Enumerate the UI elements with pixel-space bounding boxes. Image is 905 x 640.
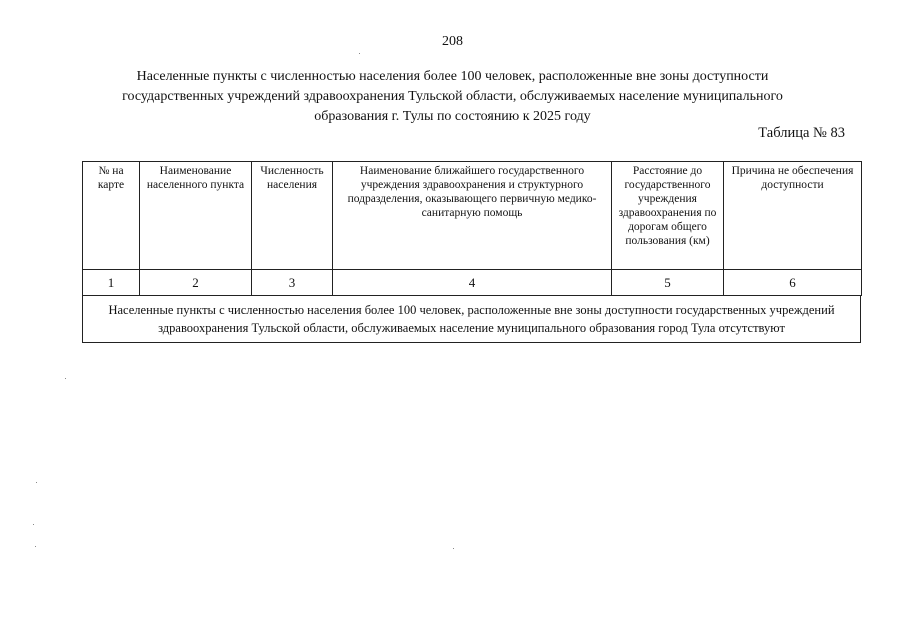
notice-cell: Населенные пункты с численностью населения более 100 человек, расположенные вне зоны доступности государственных учреждений здравоохранения Тульской области, обслуживаемых население муниципального образования город Тула отсутствуют: [83, 296, 861, 343]
column-number-cell: 1: [83, 270, 140, 296]
scan-speck: [33, 524, 34, 525]
title-line-1: Населенные пункты с численностью населения более 100 человек, расположенные вне зоны доступности: [136, 69, 769, 84]
table-notice: [82, 296, 861, 343]
column-number-cell: 5: [612, 270, 724, 296]
scan-speck: [36, 482, 37, 483]
table-number: Таблица № 83: [758, 125, 845, 141]
title-line-2: государственных учреждений здравоохранения Тульской области, обслуживаемых население муниципального: [122, 89, 783, 104]
header-cell-map-number: № на карте: [83, 162, 140, 270]
title-line-3: образования г. Тулы по состоянию к 2025 году: [314, 109, 591, 124]
column-number-cell: 4: [333, 270, 612, 296]
scan-speck: [65, 378, 66, 379]
table-header: [82, 161, 862, 270]
notice-row: [83, 296, 861, 343]
scan-speck: [35, 546, 36, 547]
document-title: [80, 67, 825, 127]
header-cell-distance: Расстояние до государственного учреждения здравоохранения по дорогам общего пользования (км): [612, 162, 724, 270]
column-number-cell: 6: [724, 270, 862, 296]
header-cell-reason: Причина не обеспечения доступности: [724, 162, 862, 270]
header-row: [83, 162, 862, 270]
header-cell-nearest-institution: Наименование ближайшего государственного учреждения здравоохранения и структурного подразделения, оказывающего первичную медико-санитарную помощь: [333, 162, 612, 270]
column-number-cell: 3: [252, 270, 333, 296]
scan-speck: [453, 548, 454, 549]
header-cell-population: Численность населения: [252, 162, 333, 270]
page-number: 208: [442, 34, 463, 49]
table-column-numbers: [82, 269, 862, 296]
header-cell-settlement-name: Наименование населенного пункта: [140, 162, 252, 270]
column-number-row: [83, 270, 862, 296]
column-number-cell: 2: [140, 270, 252, 296]
scan-speck: [359, 53, 360, 54]
